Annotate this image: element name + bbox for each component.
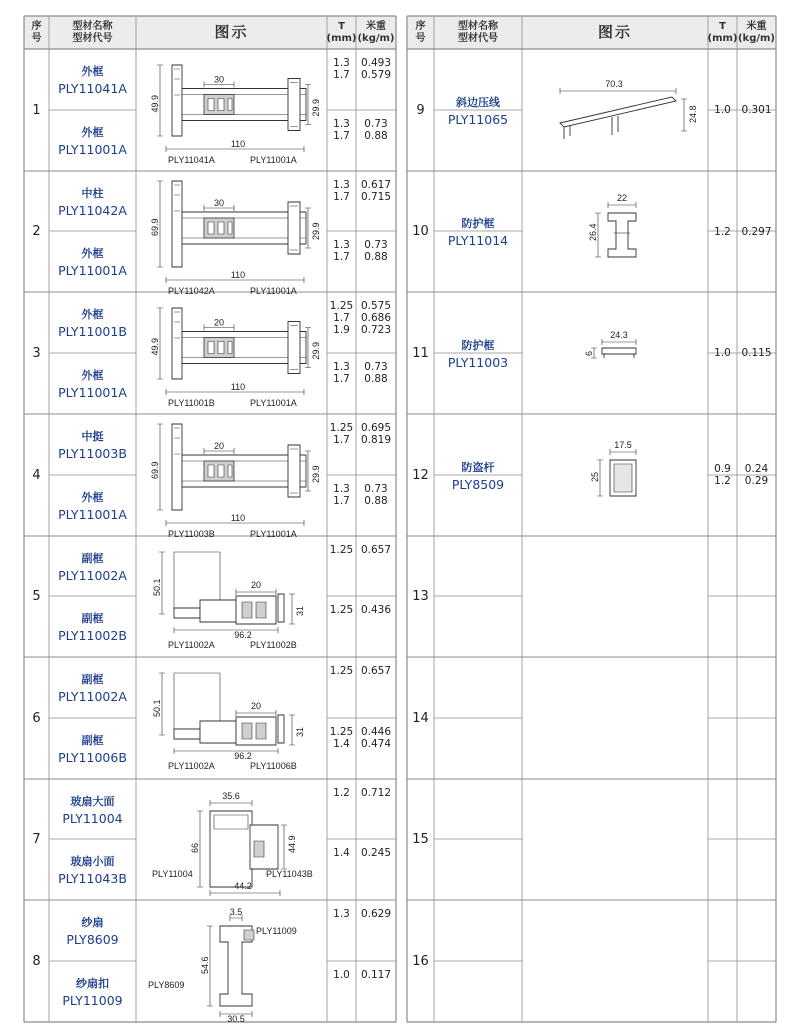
row-number: 8 — [32, 953, 41, 969]
dimension-label: 70.3 — [605, 79, 623, 89]
profile-code: PLY8609 — [66, 932, 119, 947]
dimension-label: 20 — [213, 441, 225, 451]
weight-value: 0.446 0.474 — [360, 726, 392, 750]
right-header-weight: 米重 (kg/m) — [737, 21, 776, 44]
dimension-label: 66 — [190, 842, 200, 853]
thickness-value: 1.0 — [714, 104, 731, 116]
profile-name: 外框 — [81, 369, 104, 382]
dimension-label: 49.9 — [150, 94, 160, 113]
profile-name-cell — [49, 475, 136, 536]
dimension-label: 50.1 — [152, 578, 162, 596]
profile-outline — [172, 424, 182, 510]
profile-code: PLY11001A — [58, 263, 127, 278]
profile-cross-section-diagram — [138, 416, 325, 539]
thickness-value: 1.2 — [714, 225, 731, 238]
profile-name: 外框 — [81, 491, 104, 504]
profile-code: PLY11009 — [62, 993, 123, 1008]
left-header-t: T (mm) — [326, 21, 357, 44]
weight-value: 0.436 — [360, 604, 392, 616]
profile-name-cell — [49, 961, 136, 1022]
dimension-label: 24.3 — [610, 330, 628, 340]
profile-name-cell — [49, 657, 136, 718]
weight-value: 0.657 — [360, 544, 392, 556]
profile-code-label: PLY11001A — [250, 286, 297, 296]
right-header-diagram: 图示 — [597, 22, 632, 41]
profile-outline — [174, 627, 278, 633]
thickness-value: 1.3 — [333, 908, 350, 920]
profile-name-cell — [49, 536, 136, 596]
profile-code-label: PLY11001A — [250, 398, 297, 408]
profile-cross-section-diagram — [524, 173, 706, 290]
weight-value: 0.245 — [360, 847, 392, 859]
profile-code: PLY11001A — [58, 507, 127, 522]
profile-code-label: PLY11001A — [250, 155, 297, 165]
dimension-label: 69.9 — [150, 461, 160, 479]
profile-cross-section-diagram — [138, 294, 325, 412]
dimension-label: 26.4 — [588, 223, 598, 241]
profile-code: PLY8509 — [451, 476, 505, 492]
profile-code-label: PLY11003B — [168, 529, 215, 539]
profile-name-cell — [49, 900, 136, 961]
row-number: 5 — [32, 589, 41, 604]
left-header-weight: 米重 (kg/m) — [357, 21, 395, 44]
profile-code-label: PLY11009 — [256, 926, 297, 936]
row-number: 3 — [32, 345, 41, 361]
profile-outline — [681, 99, 687, 131]
profile-code-label: PLY8609 — [148, 980, 185, 990]
profile-name: 副框 — [81, 612, 104, 625]
profile-cross-section-diagram — [138, 51, 325, 169]
profile-code: PLY11041A — [58, 81, 127, 96]
profile-name: 玻扇大面 — [70, 794, 115, 808]
profile-outline — [608, 213, 636, 257]
weight-value: 0.73 0.88 — [364, 361, 388, 385]
profile-outline — [172, 65, 182, 136]
dimension-label: 30 — [213, 74, 225, 85]
profile-cross-section-diagram — [138, 781, 325, 898]
dimension-label: 29.9 — [311, 222, 321, 240]
weight-value: 0.297 — [741, 225, 772, 238]
thickness-value: 1.4 — [333, 847, 350, 859]
profile-cross-section-diagram — [138, 173, 325, 296]
dimension-label: 96.2 — [234, 751, 252, 761]
weight-value: 0.73 0.88 — [364, 239, 388, 263]
weight-value: 0.117 — [360, 969, 392, 981]
profile-cross-section-diagram — [524, 51, 706, 169]
profile-name: 防护框 — [461, 217, 495, 230]
thickness-value: 1.25 — [329, 665, 354, 677]
weight-value: 0.115 — [741, 347, 772, 359]
profile-cross-section-diagram — [138, 659, 325, 777]
profile-outline — [208, 465, 232, 477]
thickness-value: 1.25 — [329, 604, 354, 616]
profile-outline — [278, 594, 284, 622]
profile-name: 斜边压线 — [456, 95, 500, 109]
weight-value: 0.24 0.29 — [744, 463, 769, 487]
left-header-name: 型材名称 型材代号 — [72, 21, 113, 44]
dimension-label: 44.9 — [287, 835, 297, 853]
left-header-seq: 序 号 — [31, 21, 42, 44]
profile-name-cell — [49, 292, 136, 353]
right-header-t: T (mm) — [707, 21, 738, 44]
dimension-label: 31 — [295, 605, 305, 616]
row-number: 13 — [412, 589, 429, 604]
profile-outline — [208, 342, 232, 354]
profile-code: PLY11006B — [58, 750, 127, 765]
profile-name-cell — [49, 779, 136, 839]
profile-outline — [288, 202, 300, 254]
thickness-value: 1.3 1.7 — [333, 179, 350, 203]
dimension-label: 20 — [250, 701, 262, 711]
profile-code: PLY11002A — [58, 689, 127, 704]
dimension-label: 110 — [230, 139, 246, 149]
profile-name: 外框 — [81, 247, 104, 260]
profile-name: 副框 — [81, 673, 104, 686]
dimension-label: 20 — [213, 317, 225, 328]
left-header-diagram: 图示 — [214, 22, 249, 41]
profile-outline — [200, 600, 236, 622]
profile-code-label: PLY11001A — [250, 529, 297, 539]
dimension-label: 31 — [295, 726, 305, 737]
profile-code-label: PLY11043B — [266, 869, 313, 879]
profile-cross-section-diagram — [138, 902, 325, 1024]
right-header-name: 型材名称 型材代号 — [458, 21, 498, 44]
profile-code: PLY11043B — [58, 871, 127, 886]
profile-outline — [174, 729, 200, 739]
profile-outline — [288, 79, 300, 131]
thickness-value: 1.25 1.7 1.9 — [329, 300, 354, 336]
profile-name-cell — [49, 839, 136, 900]
profile-name-cell — [434, 414, 522, 536]
profile-code-label: PLY11001B — [168, 398, 215, 408]
profile-name: 外框 — [81, 126, 104, 139]
profile-code-label: PLY11002A — [168, 640, 215, 650]
dimension-label: 50.1 — [152, 699, 162, 717]
profile-name: 副框 — [81, 551, 104, 565]
profile-name: 防护框 — [461, 338, 495, 352]
dimension-label: 110 — [230, 513, 246, 523]
thickness-value: 1.3 1.7 — [333, 239, 350, 263]
profile-name-cell — [434, 49, 522, 171]
dimension-label: 29.9 — [311, 98, 321, 117]
thickness-value: 0.9 1.2 — [714, 463, 731, 487]
profile-code-label: PLY11002B — [250, 640, 297, 650]
profile-outline — [288, 445, 300, 497]
dimension-label: 29.9 — [311, 465, 321, 483]
row-number: 10 — [412, 224, 429, 239]
profile-code: PLY11001A — [58, 142, 127, 157]
profile-outline — [182, 89, 306, 121]
profile-outline — [200, 721, 236, 743]
profile-outline — [182, 332, 306, 364]
profile-code: PLY11004 — [62, 810, 123, 826]
profile-name: 玻扇小面 — [70, 855, 115, 868]
dimension-label: 25 — [590, 471, 600, 482]
profile-name-cell — [49, 110, 136, 171]
profile-code: PLY11065 — [447, 111, 509, 127]
dimension-label: 17.5 — [614, 440, 632, 450]
profile-code: PLY11001B — [58, 324, 127, 339]
row-number: 9 — [416, 102, 425, 118]
weight-value: 0.301 — [741, 104, 772, 116]
profile-outline — [614, 464, 632, 492]
profile-outline — [208, 99, 232, 111]
row-number: 15 — [412, 832, 429, 847]
thickness-value: 1.3 1.7 — [333, 361, 350, 385]
thickness-value: 1.25 — [329, 544, 354, 556]
dimension-label: 54.6 — [200, 956, 210, 974]
dimension-label: 6 — [584, 350, 594, 356]
thickness-value: 1.25 1.4 — [329, 726, 354, 750]
thickness-value: 1.2 — [333, 787, 350, 799]
row-number: 6 — [32, 710, 41, 726]
profile-code-label: PLY11006B — [250, 761, 297, 771]
weight-value: 0.629 — [360, 908, 392, 920]
profile-outline — [244, 930, 254, 940]
profile-cross-section-diagram — [524, 294, 706, 412]
profile-outline — [174, 608, 200, 618]
profile-code: PLY11001A — [58, 385, 127, 400]
row-number: 11 — [412, 345, 429, 361]
profile-name: 外框 — [81, 65, 104, 78]
dimension-label: 35.6 — [222, 791, 240, 801]
dimension-label: 69.9 — [150, 218, 160, 236]
dimension-label: 29.9 — [311, 341, 321, 360]
profile-name: 纱扇扣 — [76, 977, 109, 990]
weight-value: 0.695 0.819 — [360, 422, 392, 446]
profile-name-cell — [49, 231, 136, 292]
dimension-label: 30.5 — [227, 1014, 245, 1024]
profile-outline — [254, 841, 264, 857]
row-number: 14 — [412, 710, 429, 726]
profile-name-cell — [434, 292, 522, 414]
profile-outline — [278, 715, 284, 743]
thickness-value: 1.3 1.7 — [333, 57, 350, 81]
profile-code: PLY11003B — [58, 446, 127, 461]
profile-name: 纱扇 — [81, 916, 104, 929]
profile-name-cell — [49, 718, 136, 779]
dimension-label: 3.5 — [229, 907, 243, 917]
thickness-value: 1.25 1.7 — [329, 422, 354, 446]
right-header-seq: 序 号 — [415, 21, 426, 44]
weight-value: 0.73 0.88 — [364, 483, 388, 507]
row-number: 12 — [412, 467, 429, 483]
profile-code-label: PLY11041A — [168, 155, 215, 165]
profile-outline — [288, 322, 300, 374]
profile-name: 中挺 — [81, 430, 104, 443]
dimension-label: 110 — [230, 382, 246, 392]
profile-code-label: PLY11002A — [168, 761, 215, 771]
dimension-label: 44.2 — [234, 881, 252, 891]
row-number: 7 — [32, 832, 41, 847]
profile-outline — [182, 212, 306, 244]
profile-code: PLY11003 — [447, 354, 509, 370]
profile-code: PLY11014 — [447, 233, 509, 248]
profile-name-cell — [49, 596, 136, 657]
profile-outline — [604, 354, 634, 358]
weight-value: 0.575 0.686 0.723 — [360, 300, 392, 336]
dimension-label: 49.9 — [150, 337, 160, 356]
profile-name-cell — [49, 49, 136, 110]
profile-name: 防盗杆 — [461, 460, 495, 474]
weight-value: 0.73 0.88 — [364, 118, 388, 142]
profile-name: 外框 — [81, 308, 104, 321]
dimension-label: 30 — [213, 198, 225, 208]
profile-name: 副框 — [81, 734, 104, 747]
dimension-label: 110 — [230, 270, 246, 280]
profile-code-label: PLY11004 — [152, 869, 193, 879]
row-number: 16 — [412, 953, 429, 969]
row-number: 4 — [32, 467, 41, 483]
profile-cross-section-diagram — [138, 538, 325, 655]
dimension-label: 20 — [250, 580, 262, 590]
weight-value: 0.657 — [360, 665, 392, 677]
profile-code: PLY11002A — [58, 567, 127, 583]
profile-code-label: PLY11042A — [168, 286, 215, 296]
weight-value: 0.712 — [360, 787, 392, 799]
profile-outline — [174, 748, 278, 754]
profile-outline — [210, 811, 252, 887]
profile-code: PLY11042A — [58, 202, 127, 218]
profile-name: 中柱 — [81, 186, 104, 200]
profile-outline — [172, 308, 182, 379]
profile-outline — [172, 181, 182, 267]
thickness-value: 1.0 — [714, 347, 731, 359]
profile-name-cell — [434, 171, 522, 292]
weight-value: 0.617 0.715 — [360, 179, 392, 203]
profile-outline — [208, 222, 232, 234]
profile-outline — [602, 348, 636, 354]
row-number: 2 — [32, 224, 41, 239]
dimension-label: 96.2 — [234, 630, 252, 640]
thickness-value: 1.3 1.7 — [333, 118, 350, 142]
profile-name-cell — [49, 414, 136, 475]
profile-name-cell — [49, 171, 136, 231]
profile-cross-section-diagram — [524, 416, 706, 534]
dimension-label: 24.8 — [688, 105, 698, 123]
row-number: 1 — [32, 102, 41, 118]
weight-value: 0.493 0.579 — [360, 57, 392, 81]
profile-outline — [182, 455, 306, 487]
thickness-value: 1.0 — [333, 969, 350, 981]
dimension-label: 22 — [616, 193, 628, 203]
thickness-value: 1.3 1.7 — [333, 483, 350, 507]
profile-name-cell — [49, 353, 136, 414]
profile-code: PLY11002B — [58, 628, 127, 643]
